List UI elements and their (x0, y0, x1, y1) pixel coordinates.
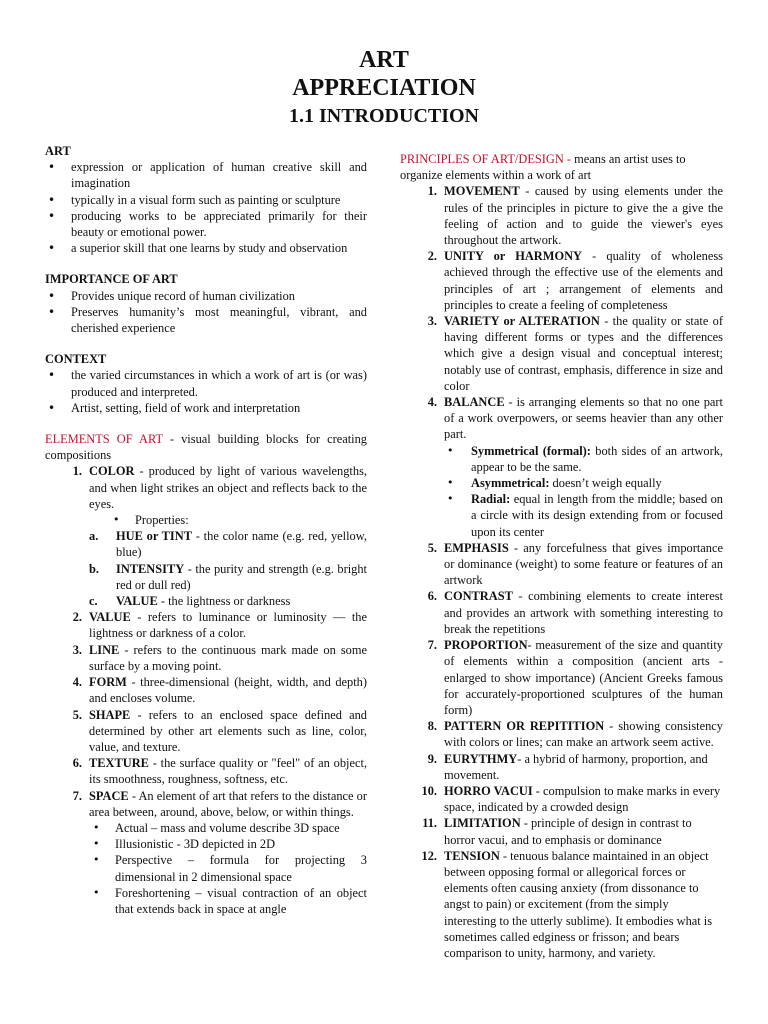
list-item (400, 475, 723, 491)
list-item: • Foreshortening – visual contraction of an object that extends back in space at angle (45, 885, 367, 917)
item-term: TEXTURE (89, 756, 149, 771)
item-number: 1. (72, 464, 82, 479)
item-desc: - a hybrid of harmony, proportion, and movement. (444, 751, 708, 782)
item-term: VALUE (116, 594, 158, 609)
space-types-list (45, 820, 367, 917)
item-desc: - caused by using elements under the rules of the principles in picture to give the a give the feeling of action and to guide the viewer's eyes throughout the artwork. (444, 184, 723, 248)
item-desc: - An element of art that refers to the distance or area between, around, above, below, or within things. (89, 788, 367, 819)
item-desc: - the color name (e.g. red, yellow, blue) (116, 529, 367, 560)
item-term: EMPHASIS (444, 540, 509, 555)
principle-item-eurythmy (400, 751, 723, 783)
list-item: • Artist, setting, field of work and interpretation (45, 400, 367, 416)
art-list (45, 159, 367, 256)
item-number: 7. (72, 788, 82, 803)
item-term: VALUE (89, 610, 131, 625)
item-desc: - refers to luminance or luminosity — the lightness or darkness of a color. (89, 610, 367, 641)
element-item-texture (45, 755, 367, 787)
item-desc: - is arranging elements so that no one part of a work overpowers, or seems heavier than any other part. (444, 395, 723, 442)
principle-item-movement (400, 183, 723, 248)
left-column (45, 143, 367, 917)
item-number: 5. (72, 707, 82, 722)
item-number: b. (89, 561, 99, 576)
item-number: 8. (427, 719, 437, 734)
item-number: 4. (427, 395, 437, 410)
principle-item-horror-vacui (400, 783, 723, 815)
item-term: INTENSITY (116, 561, 185, 576)
principle-item-pattern (400, 718, 723, 750)
right-column (400, 151, 723, 961)
item-term: COLOR (89, 464, 135, 479)
item-term: UNITY or HARMONY (444, 249, 582, 264)
item-number: 12. (421, 848, 437, 863)
item-term: PROPORTION (444, 638, 528, 653)
importance-heading: IMPORTANCE OF ART (45, 272, 178, 287)
principle-item-tension (400, 848, 723, 961)
principle-item-emphasis (400, 540, 723, 589)
item-desc: - quality of wholeness achieved through the effective use of the elements and principles of art ; arrangement of elements and principles to create a feeling of completeness (444, 249, 724, 312)
item-desc: - measurement of the size and quantity of elements within a composition (ancient arts - enlarged to show importance) (Ancient Greeks famous for accurately-proportioned sculptures of the human form) (444, 638, 723, 717)
list-item: • expression or application of human creative skill and imagination (45, 159, 367, 191)
item-term: HORRO VACUI (444, 783, 533, 798)
element-item-space (45, 788, 367, 820)
elements-intro (45, 431, 367, 463)
item-desc: - refers to the continuous mark made on some surface by a moving point. (89, 642, 367, 673)
item-desc: equal in length from the middle; based on a circle with its design extending from or focused upon its center (471, 492, 723, 539)
item-desc: - the surface quality or "feel" of an object, its smoothness, roughness, softness, etc. (89, 756, 367, 787)
principles-intro-text: means an artist uses to organize elements within a work of art (400, 152, 686, 183)
element-item-color (45, 463, 367, 512)
list-item: • Provides unique record of human civilization (45, 288, 367, 304)
item-desc: - the lightness or darkness (157, 594, 291, 609)
item-desc: - refers to an enclosed space defined and determined by other art elements such as line, color, value, and texture. (89, 707, 367, 754)
item-term: LIMITATION (444, 816, 521, 831)
item-desc: - showing consistency with colors or lines; can make an artwork seem active. (444, 719, 723, 750)
item-desc: - compulsion to make marks in every space, indicated by a crowded design (444, 783, 721, 815)
element-item-line (45, 642, 367, 674)
balance-types-list (400, 443, 723, 540)
item-number: a. (89, 529, 99, 544)
elements-heading: ELEMENTS OF ART (45, 432, 163, 447)
item-number: 2. (427, 249, 437, 264)
item-term: TENSION (444, 848, 500, 863)
item-number: 2. (72, 610, 82, 625)
list-item: • Illusionistic - 3D depicted in 2D (45, 836, 367, 852)
item-number: 11. (422, 816, 437, 831)
item-term: BALANCE (444, 395, 505, 410)
item-term: MOVEMENT (444, 184, 520, 199)
list-item: • a superior skill that one learns by study and observation (45, 240, 367, 256)
color-properties-list (45, 528, 367, 609)
item-number: 1. (427, 184, 437, 199)
element-item-form (45, 674, 367, 706)
item-term: HUE or TINT (116, 529, 192, 544)
page-title-line-2: APPRECIATION (292, 75, 476, 101)
color-properties-label (45, 512, 367, 528)
principles-heading: PRINCIPLES OF ART/DESIGN - (400, 152, 572, 166)
principles-list-cont (400, 540, 723, 961)
item-desc: - produced by light of various wavelengths, and when light strikes an object and reflects back to the eyes. (89, 464, 367, 511)
item-number: 6. (72, 756, 82, 771)
item-term: VARIETY or ALTERATION (444, 314, 600, 329)
list-item: • the varied circumstances in which a work of art is (or was) produced and interpreted. (45, 367, 367, 399)
list-item (45, 593, 367, 609)
principles-intro (400, 151, 723, 183)
item-desc: - combining elements to create interest and provides an artwork with something interesting to break the repetitions (444, 589, 723, 636)
list-item: • Preserves humanity’s most meaningful, vibrant, and cherished experience (45, 304, 367, 336)
principles-list (400, 183, 723, 442)
art-heading: ART (45, 144, 71, 158)
item-term: PATTERN OR REPITITION (444, 719, 605, 734)
principle-item-limitation (400, 815, 723, 847)
list-item: • producing works to be appreciated primarily for their beauty or emotional power. (45, 208, 367, 240)
elements-intro-text: - visual building blocks for creating compositions (45, 432, 367, 463)
item-desc: doesn’t weigh equally (549, 476, 662, 491)
section-title: 1.1 INTRODUCTION (288, 105, 480, 127)
principle-item-balance (400, 394, 723, 443)
page-title: ART (359, 47, 409, 73)
item-term: SHAPE (89, 707, 131, 722)
item-term: FORM (89, 675, 127, 690)
context-heading: CONTEXT (45, 352, 107, 367)
item-number: 5. (427, 540, 437, 555)
list-item: • Properties: (89, 512, 367, 528)
item-number: 7. (427, 638, 437, 653)
item-number: 6. (427, 589, 437, 604)
principle-item-variety (400, 313, 723, 394)
item-desc: both sides of an artwork, appear to be the same. (471, 443, 723, 474)
importance-list (45, 288, 367, 337)
principle-item-contrast (400, 588, 723, 637)
item-number: 3. (72, 642, 82, 657)
list-item: • Perspective – formula for projecting 3 dimensional in 2 dimensional space (45, 852, 367, 884)
principle-item-proportion (400, 637, 723, 718)
item-term: CONTRAST (444, 589, 513, 604)
item-desc: - tenuous balance maintained in an object between opposing formal or allegorical forces or elements often causing anxiety (from dissonance to angst to pain) or excitement (from the simply interesting to the utterly sublime). It embodies what is sometimes called edginess or frisson; and bears comparison to unity, harmony, and variety. (444, 848, 713, 960)
item-number: 3. (427, 314, 437, 329)
list-item: • typically in a visual form such as painting or sculpture (45, 192, 367, 208)
principle-item-unity (400, 248, 723, 313)
item-term: Radial: (471, 492, 511, 507)
item-number: 10. (421, 783, 437, 798)
element-item-shape (45, 707, 367, 756)
item-desc: - three-dimensional (height, width, and depth) and encloses volume. (89, 675, 367, 706)
item-term: EURYTHMY (444, 751, 518, 766)
item-desc: - the quality or state of having different forms or types and the differences which give a design visual and conceptual interest; notably use of contrast, emphasis, difference in size and color (444, 314, 723, 393)
elements-list (45, 463, 367, 512)
item-term: Asymmetrical: (471, 476, 550, 491)
list-item: • Actual – mass and volume describe 3D space (45, 820, 367, 836)
item-number: 9. (427, 751, 437, 766)
list-item (45, 561, 367, 593)
item-term: LINE (89, 642, 120, 657)
item-number: 4. (72, 675, 82, 690)
context-list (45, 367, 367, 416)
item-desc: - the purity and strength (e.g. bright red or dull red) (116, 561, 367, 592)
item-desc: - principle of design in contrast to horror vacui, and to emphasis or dominance (444, 816, 692, 847)
list-item (45, 528, 367, 560)
list-item (400, 491, 723, 540)
item-term: SPACE (89, 788, 129, 803)
list-item (400, 443, 723, 475)
element-item-value (45, 609, 367, 641)
elements-list-cont (45, 609, 367, 820)
item-desc: - any forcefulness that gives importance or dominance (weight) to some feature or features of an artwork (444, 540, 723, 588)
item-number: c. (89, 594, 98, 609)
item-term: Symmetrical (formal): (471, 443, 591, 458)
